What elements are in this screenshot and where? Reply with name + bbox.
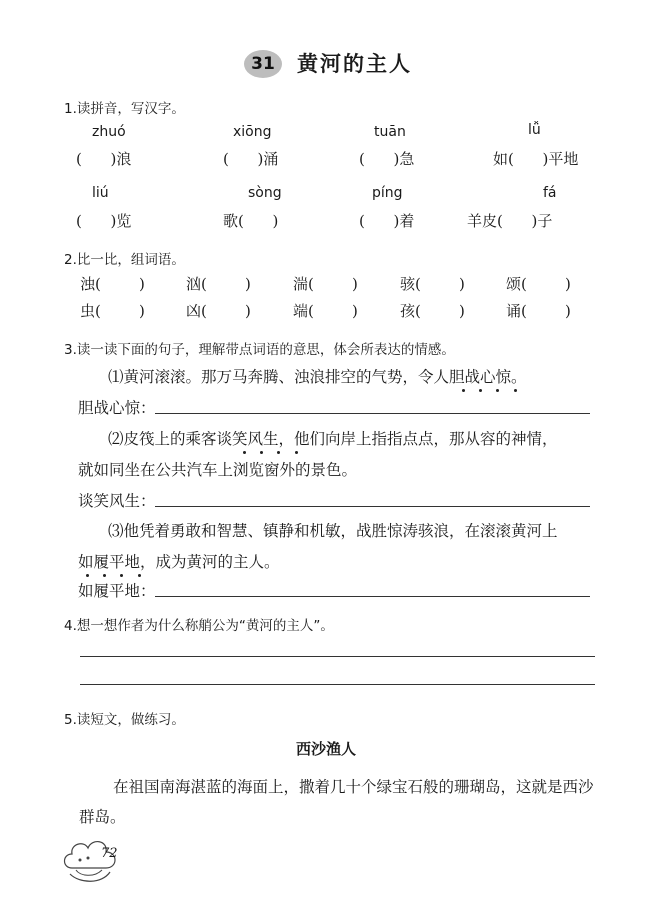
answer-label-2: 谈笑风生： [78,492,156,510]
fill-2-4[interactable]: 羊皮( )子 [467,212,553,230]
question-2-heading: 2.比一比，组词语。 [64,252,185,268]
emphasis-dot [496,389,499,392]
sentence-3: ⑶他凭着勇敢和智慧、镇静和机敏，战胜惊涛骇浪，在滚滚黄河上 [108,522,558,540]
dotted-word-2: 谈笑风生 [216,430,279,448]
fill-1-1[interactable]: ( )浪 [76,150,132,168]
sentence-2 [108,424,558,454]
fill-2-2[interactable]: 歌( ) [223,212,279,230]
passage-title: 西沙渔人 [296,740,357,758]
question-1-heading: 1.读拼音，写汉字。 [64,101,185,117]
answer-label-1: 胆战心惊： [78,399,156,417]
pinyin-2-2: sòng [248,185,282,201]
passage-text: 在祖国南海湛蓝的海面上，撒着几十个绿宝石般的珊瑚岛，这就是西沙群岛。 [79,778,594,826]
question-3-heading: 3.读一读下面的句子，理解带点词语的意思，体会所表达的情感。 [64,342,455,358]
sentence-2-text: ⑵皮筏上的乘客 [108,430,217,448]
fill-2-3[interactable]: ( )着 [359,212,415,230]
fill-1-4[interactable]: 如( )平地 [493,150,579,168]
pinyin-1-1: zhuó [92,124,126,140]
fill-1-2[interactable]: ( )涌 [223,150,279,168]
emphasis-dot [462,389,465,392]
emphasis-dot [295,451,298,454]
emphasis-dot [260,451,263,454]
sentence-3-rest: ，成为黄河的主人。 [140,553,280,571]
answer-line-3[interactable] [155,596,590,597]
answer-label-3: 如履平地： [78,582,156,600]
sentence-1 [108,362,527,392]
page-title: 黄河的主人 [297,51,412,76]
answer-line-4b[interactable] [80,684,595,685]
pinyin-2-1: liú [92,185,109,201]
question-4-heading: 4.想一想作者为什么称艄公为“黄河的主人”。 [64,618,334,634]
compare-2-3[interactable]: 端( ) [293,302,358,320]
emphasis-dot [243,451,246,454]
lesson-number: 31 [244,50,282,78]
pinyin-2-3: píng [372,185,403,201]
question-5-heading: 5.读短文，做练习。 [64,712,185,728]
fill-1-3[interactable]: ( )急 [359,150,415,168]
compare-1-5[interactable]: 颂( ) [506,275,571,293]
pinyin-2-4: fá [543,185,557,201]
emphasis-dot [514,389,517,392]
compare-1-1[interactable]: 浊( ) [80,275,145,293]
fill-2-1[interactable]: ( )览 [76,212,132,230]
pinyin-1-4: lǚ [528,122,541,138]
dotted-word-1: 胆战心惊 [449,368,512,386]
compare-1-3[interactable]: 湍( ) [293,275,358,293]
emphasis-dot [277,451,280,454]
compare-2-4[interactable]: 孩( ) [400,302,465,320]
answer-line-1[interactable] [155,413,590,414]
compare-2-5[interactable]: 诵( ) [506,302,571,320]
compare-2-2[interactable]: 凶( ) [186,302,251,320]
compare-1-2[interactable]: 汹( ) [186,275,251,293]
sentence-3-line-2 [78,547,280,577]
pinyin-1-2: xiōng [233,124,272,140]
sentence-1-text: ⑴黄河滚滚。那万马奔腾、浊浪排空的气势，令人 [108,368,450,386]
answer-line-4a[interactable] [80,656,595,657]
page-number: 72 [101,846,118,861]
emphasis-dot [479,389,482,392]
sentence-1-end: 。 [511,368,527,386]
dotted-word-3: 如履平地 [78,553,141,571]
compare-1-4[interactable]: 骇( ) [400,275,465,293]
compare-2-1[interactable]: 虫( ) [80,302,145,320]
sentence-2-rest: ，他们向岸上指指点点，那从容的神情， [278,430,558,448]
sentence-2-line-2: 就如同坐在公共汽车上浏览窗外的景色。 [78,461,358,479]
answer-line-2[interactable] [155,506,590,507]
pinyin-1-3: tuān [374,124,406,140]
